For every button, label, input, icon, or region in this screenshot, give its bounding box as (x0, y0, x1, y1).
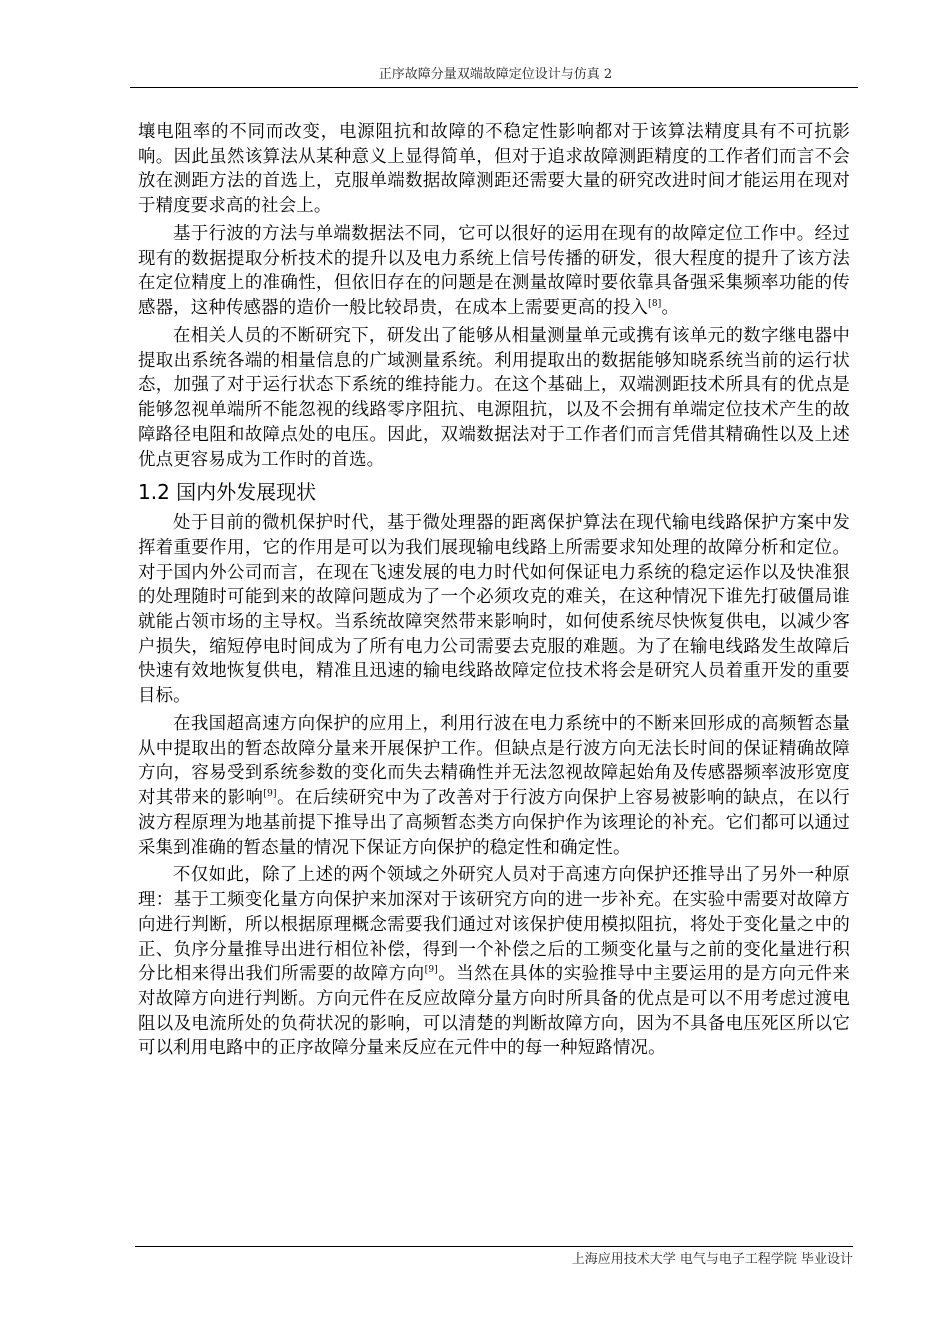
body-text (138, 120, 850, 1061)
paragraph-2-text: 基于行波的方法与单端数据法不同，它可以很好的运用在现有的故障定位工作中。经过现有的数据提取分析技术的提升以及电力系统上信号传播的研发，很大程度的提升了该方法在定位精度上的准确性，但依旧存在的问题是在测量故障时要依靠具备强采集频率功能的传感器，这种传感器的造价一般比较昂贵，在成本上需要更高的投入 (138, 224, 850, 319)
paragraph-6-continuation: 。当然在具体的实验推导中主要运用的是方向元件来对故障方向进行判断。方向元件在反应故障分量方向时所具备的优点是可以不用考虑过渡电阻以及电流所处的负荷状况的影响，可以清楚的判断故障方向，因为不具备电压死区所以它可以利用电路中的正序故障分量来反应在元件中的每一种短路情况。 (138, 964, 850, 1059)
paragraph-2-end: 。 (661, 298, 680, 319)
footer-divider (135, 1246, 853, 1247)
citation-ref: [9] (263, 789, 277, 800)
section-heading: 1.2 国内外发展现状 (138, 480, 317, 505)
paragraph-4: 处于目前的微机保护时代，基于微处理器的距离保护算法在现代输电线路保护方案中发挥着重要作用，它的作用是可以为我们展现输电线路上所需要求知处理的故障分析和定位。对于国内外公司而言，在现在飞速发展的电力时代如何保证电力系统的稳定运作以及快准狠的处理随时可能到来的故障问题成为了一个必须攻克的难关，在这种情况下谁先打破僵局谁就能占领市场的主导权。当系统故障突然带来影响时，如何使系统尽快恢复供电，以减少客户损失，缩短停电时间成为了所有电力公司需要去克服的难题。为了在输电线路发生故障后快速有效地恢复供电，精准且迅速的输电线路故障定位技术将会是研究人员着重开发的重要目标。 (138, 513, 850, 707)
paragraph-6-text: 不仅如此，除了上述的两个领域之外研究人员对于高速方向保护还推导出了另外一种原理：基于工频变化量方向保护来加深对于该研究方向的进一步补充。在实验中需要对故障方向进行判断，所以根据原理概念需要我们通过对该保护使用模拟阻抗，将处于变化量之中的正、负序分量推导出进行相位补偿，得到一个补偿之后的工频变化量与之前的变化量进行积分比相来得出我们所需要的故障方向 (138, 865, 850, 985)
citation-ref: [8] (648, 299, 662, 310)
paragraph-3: 在相关人员的不断研究下，研发出了能够从相量测量单元或携有该单元的数字继电器中提取出系统各端的相量信息的广域测量系统。利用提取出的数据能够知晓系统当前的运行状态，加强了对于运行状态下系统的维持能力。在这个基础上，双端测距技术所具有的优点是能够忽视单端所不能忽视的线路零序阻抗、电源阻抗，以及不会拥有单端定位技术产生的故障路径电阻和故障点处的电压。因此，双端数据法对于工作者们而言凭借其精确性以及上述优点更容易成为工作时的首选。 (138, 326, 850, 470)
header-divider (130, 87, 858, 88)
paragraph-5-continuation: 。在后续研究中为了改善对于行波方向保护上容易被影响的缺点，在以行波方程原理为地基前提下推导出了高频暂态类方向保护作为该理论的补充。它们都可以通过采集到准确的暂态量的情况下保证方向保护的稳定性和确定性。 (138, 788, 851, 858)
running-header: 正序故障分量双端故障定位设计与仿真 2 (378, 67, 613, 82)
paragraph-5-text: 在我国超高速方向保护的应用上，利用行波在电力系统中的不断来回形成的高频暂态量从中提取出的暂态故障分量来开展保护工作。但缺点是行波方向无法长时间的保证精确故障方向，容易受到系统参数的变化而失去精确性并无法忽视故障起始角及传感器频率波形宽度对其带来的影响 (138, 714, 850, 809)
paragraph-6 (138, 863, 850, 1061)
paragraph-5 (138, 712, 850, 860)
citation-ref: [9] (424, 965, 438, 976)
paragraph-2 (138, 222, 850, 321)
paragraph-1: 壤电阻率的不同而改变，电源阻抗和故障的不稳定性影响都对于该算法精度具有不可抗影响。因此虽然该算法从某种意义上显得简单，但对于追求故障测距精度的工作者们而言不会放在测距方法的首选上，克服单端数据故障测距还需要大量的研究改进时间才能运用在现对于精度要求高的社会上。 (138, 122, 850, 217)
running-footer: 上海应用技术大学 电气与电子工程学院 毕业设计 (571, 1252, 853, 1267)
